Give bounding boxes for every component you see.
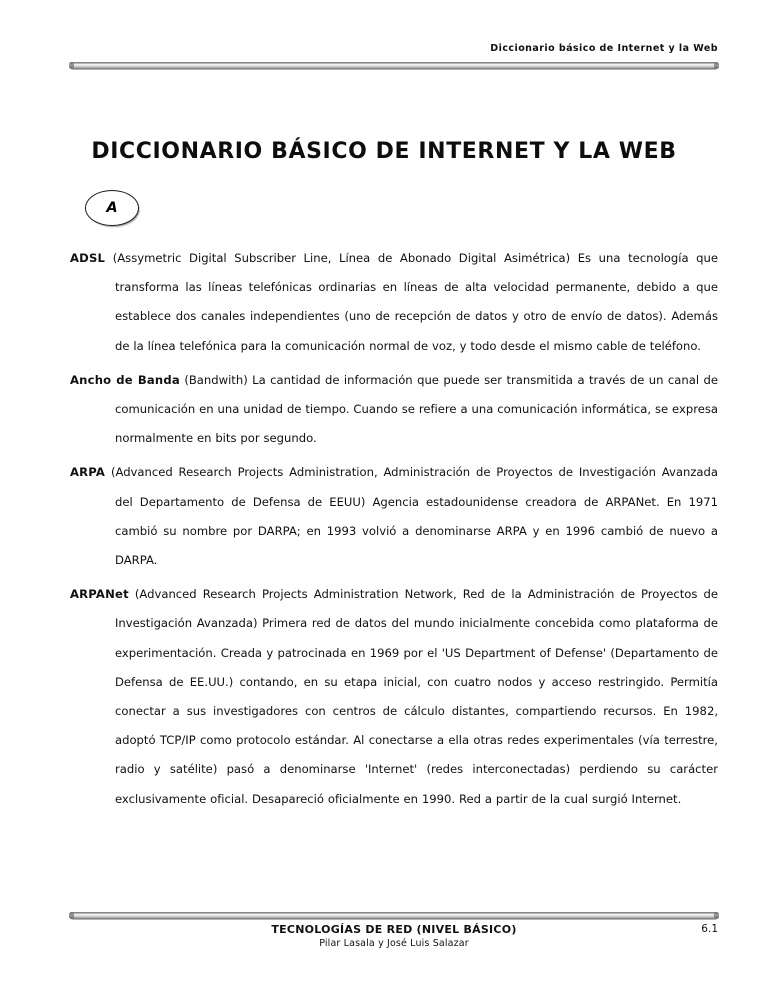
entry-term: ADSL — [70, 251, 106, 265]
page-number: 6.1 — [701, 923, 718, 935]
footer-center-block — [70, 922, 718, 951]
entry-term: Ancho de Banda — [70, 372, 180, 387]
glossary-entry — [70, 366, 718, 454]
entry-definition: (Advanced Research Projects Administration Network, Red de la Administración de Proyectos de Investigación Avanzada) Primera red de datos del mundo inicialmente concebida como plataforma de experimentación. Creada y patrocinada en 1969 por el 'US Department of Defense' (Departamento de Defensa de EE.UU.) contando, en su etapa inicial, con cuatro nodos y acceso restringido. Permitía conectar a sus investigadores con centros de cálculo distantes, compartiendo recursos. En 1982, adoptó TCP/IP como protocolo estándar. Al conectarse a ella otras redes experimentales (vía terrestre, radio y satélite) pasó a denominarse 'Internet' (redes interconectadas) perdiendo su carácter exclusivamente oficial. Desapareció oficialmente en 1990. Red a partir de la cual surgió Internet. — [115, 587, 718, 806]
entry-definition: (Assymetric Digital Subscriber Line, Línea de Abonado Digital Asimétrica) Es una tecnología que transforma las líneas telefónicas ordinarias en líneas de alta velocidad permanente, debido a que establece dos canales independientes (uno de recepción de datos y otro de envío de datos). Además de la línea telefónica para la comunicación normal de voz, y todo desde el mismo cable de teléfono. — [105, 251, 718, 353]
footer-authors: Pilar Lasala y José Luis Salazar — [319, 938, 469, 949]
footer-course-title: TECNOLOGÍAS DE RED (NIVEL BÁSICO) — [271, 923, 517, 936]
glossary-entry — [70, 458, 718, 575]
entry-term: ARPA — [70, 465, 106, 480]
header-divider-rule — [70, 62, 718, 69]
section-letter-label: A — [106, 199, 118, 216]
page-title: DICCIONARIO BÁSICO DE INTERNET Y LA WEB — [91, 138, 677, 164]
footer-divider-rule — [70, 912, 718, 919]
entry-term: ARPANet — [70, 587, 129, 602]
entry-definition: (Bandwith) La cantidad de información que puede ser transmitida a través de un canal de comunicación en una unidad de tiempo. Cuando se refiere a una comunicación informática, se expresa normalmente en bits por segundo. — [115, 372, 718, 446]
section-letter-badge — [85, 190, 139, 226]
glossary-entry — [70, 580, 718, 814]
entry-definition: (Advanced Research Projects Administration, Administración de Proyectos de Investigación Avanzada del Departamento de Defensa de EEUU) Agencia estadounidense creadora de ARPANet. En 1971 cambió su nombre por DARPA; en 1993 volvió a denominarse ARPA y en 1996 cambió de nuevo a DARPA. — [105, 465, 718, 568]
running-title: Diccionario básico de Internet y la Web — [490, 43, 718, 54]
glossary-entry-list — [70, 244, 718, 819]
glossary-entry — [70, 244, 718, 361]
page-header — [70, 36, 718, 54]
page-footer — [70, 922, 718, 951]
